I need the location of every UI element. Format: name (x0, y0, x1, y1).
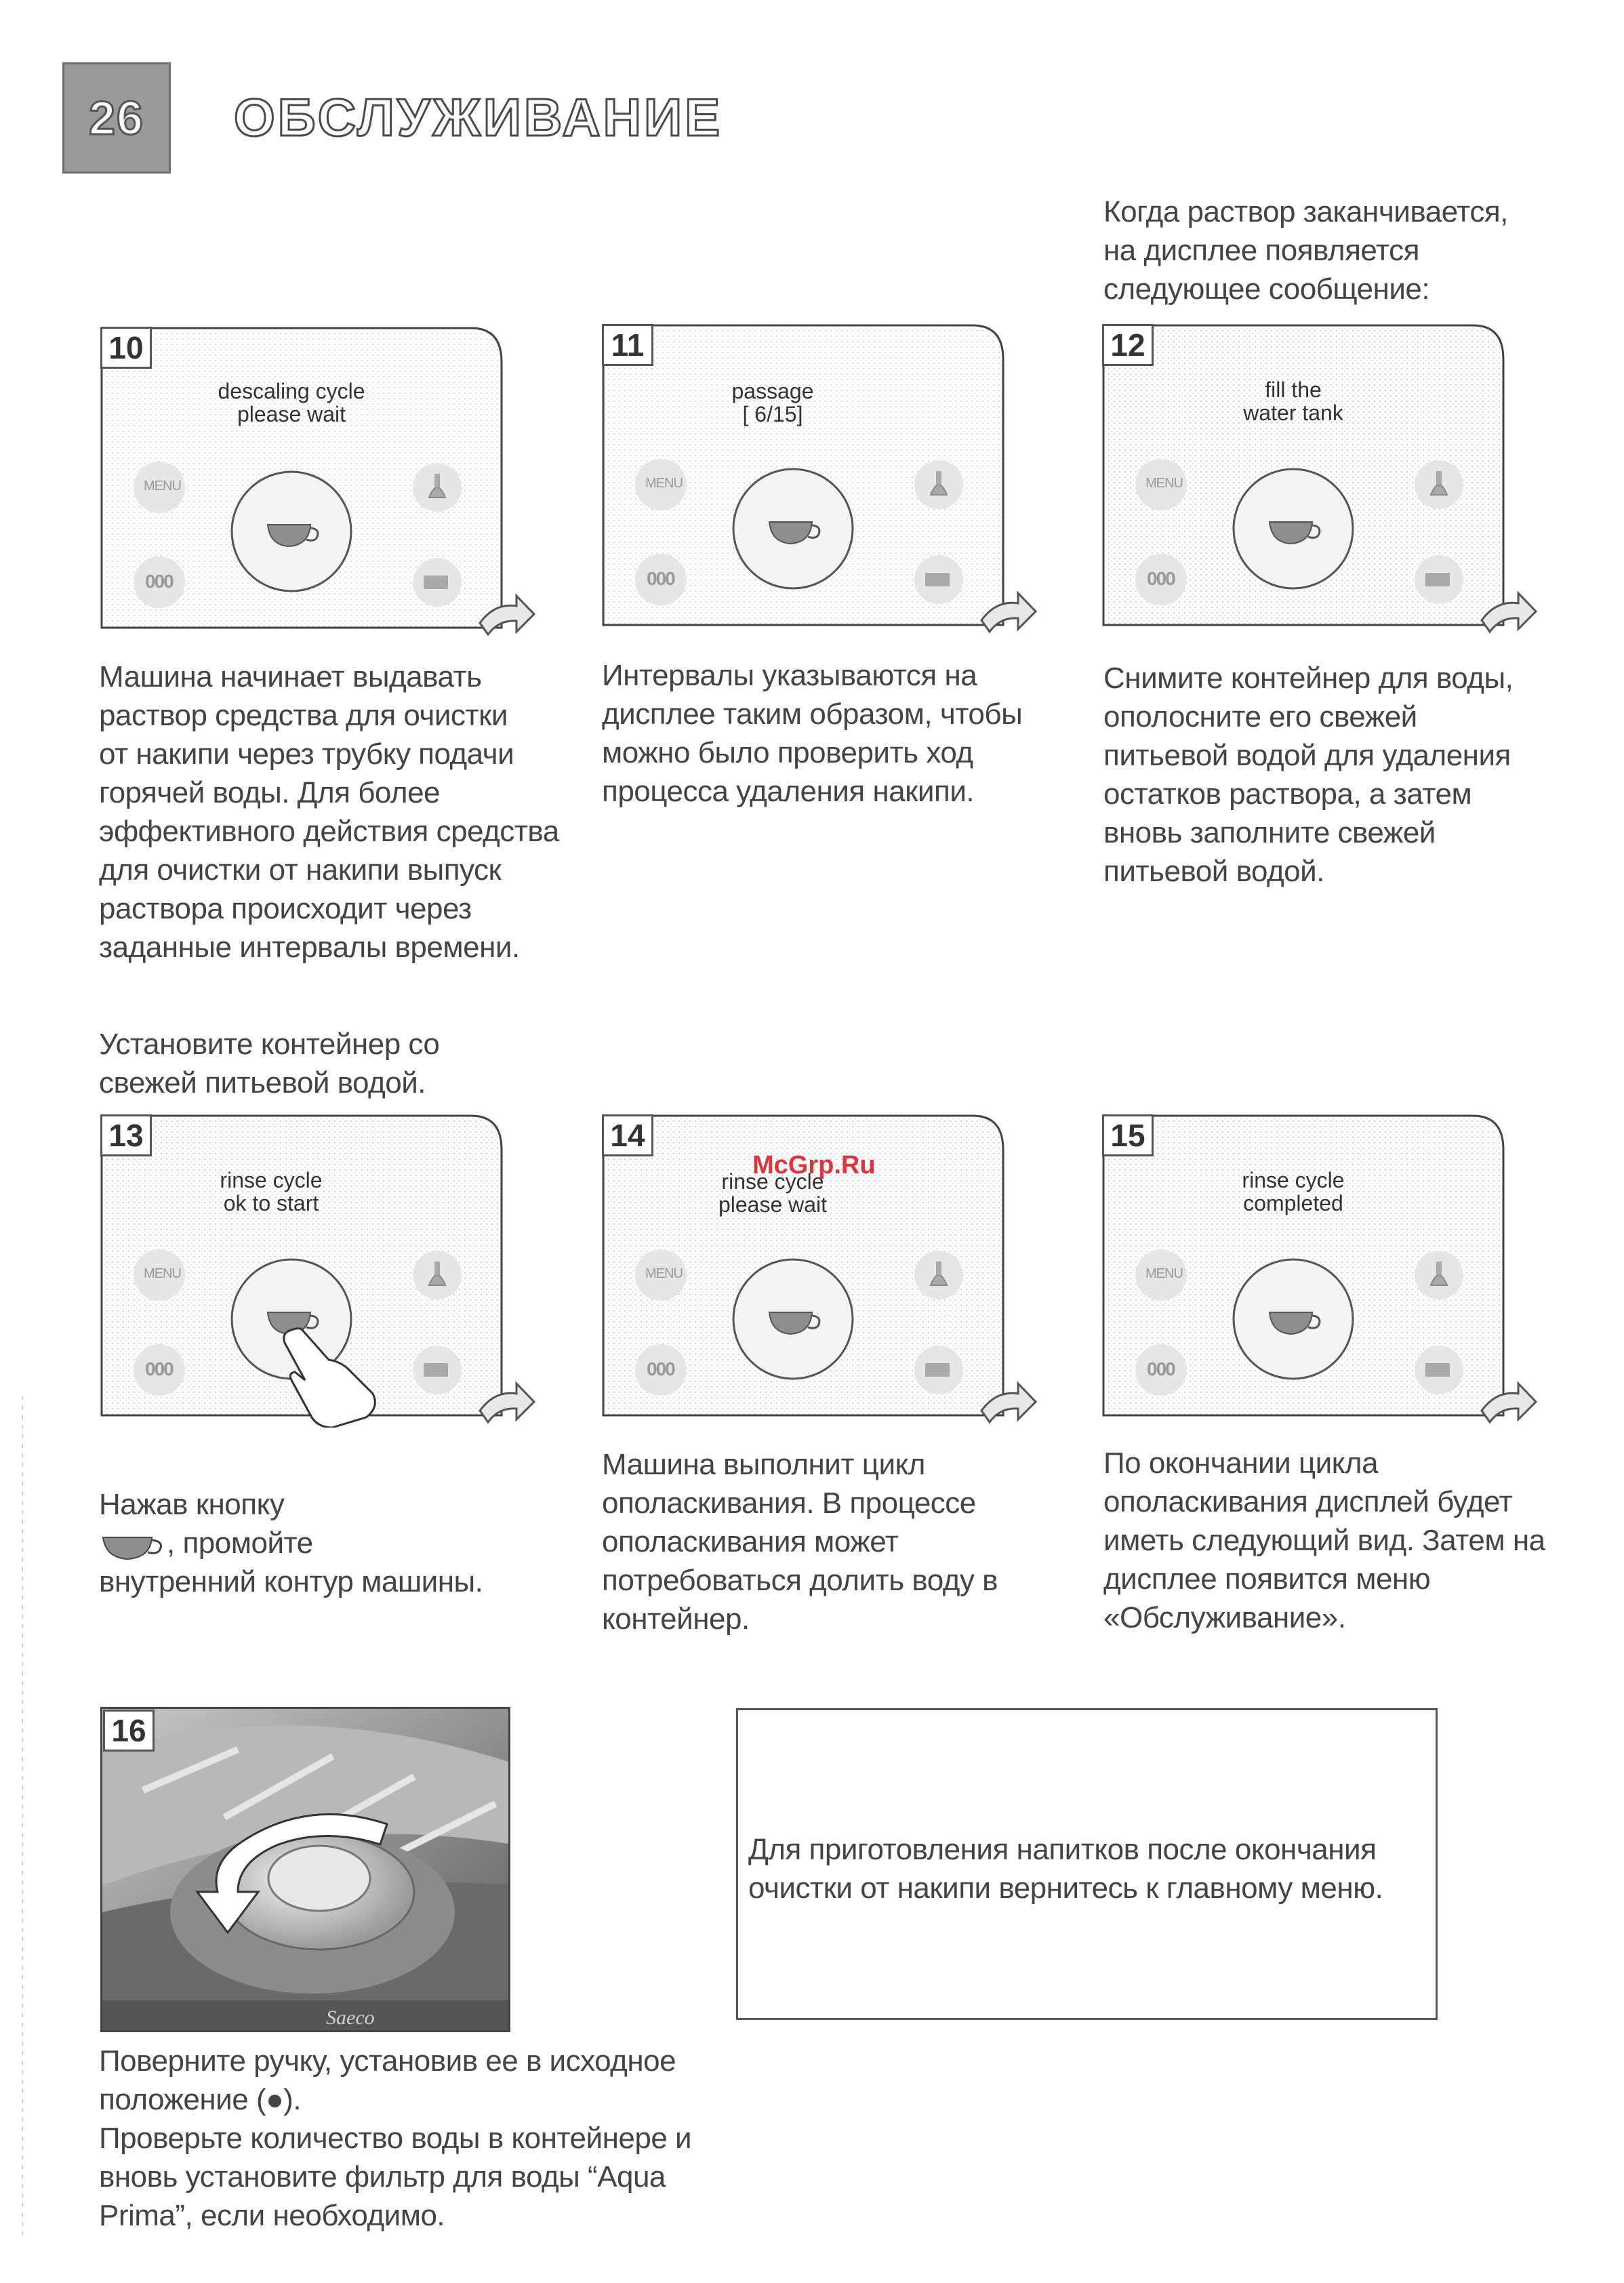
step-panel-13 (95, 1109, 535, 1428)
display-message: passage [ 6/15] (731, 379, 814, 426)
machine-knob-illustration (102, 1709, 510, 2032)
ooo-button-label: 000 (647, 568, 674, 589)
menu-button-label: MENU (144, 479, 181, 493)
display-message: rinse cycle completed (1242, 1168, 1345, 1215)
step-panel-15 (1097, 1109, 1537, 1428)
step-desc-13-part-a: Нажав кнопку (99, 1488, 285, 1521)
menu-button-label: MENU (645, 1266, 683, 1281)
knob-photo (100, 1707, 510, 2032)
menu-button-label: MENU (144, 1266, 181, 1281)
display-message: rinse cycle ok to start (220, 1168, 323, 1215)
page-title: ОБСЛУЖИВАНИЕ (234, 87, 723, 147)
display-message: fill the water tank (1243, 378, 1343, 425)
display-message: rinse cycle please wait (718, 1169, 828, 1217)
step-number: 13 (100, 1114, 152, 1156)
step-number: 15 (1102, 1114, 1154, 1156)
step-desc-13 (99, 1447, 483, 1601)
ooo-button-label: 000 (647, 1358, 674, 1379)
watermark: McGrp.Ru (752, 1151, 876, 1179)
ooo-button-label: 000 (1147, 568, 1175, 589)
step-number: 12 (1102, 324, 1154, 366)
margin-dots (22, 1396, 23, 2237)
info-box-text: Для приготовления напитков после окончания очистки от накипи вернитесь к главному меню. (748, 1833, 1383, 1905)
step-panel-11 (596, 319, 1037, 637)
ooo-button-label: 000 (1147, 1358, 1175, 1379)
display-message: descaling cycle please wait (218, 379, 365, 426)
step-desc-10: Машина начинает выдавать раствор средства для очистки от накипи через трубку подачи горячей воды. Для более эффективного действия средства для очистки от накипи выпуск раствора происходит через заданные интервалы времени. (99, 660, 559, 964)
intro-step-12: Когда раствор заканчивается, на дисплее появляется следующее сообщение: (1103, 195, 1508, 306)
step-panel-10 (95, 321, 535, 640)
step-desc-14: Машина выполнит цикл ополаскивания. В процессе ополаскивания может потребоваться долить воду в контейнер. (602, 1448, 998, 1636)
step-number: 10 (100, 327, 152, 369)
step-number: 14 (602, 1114, 653, 1156)
step-desc-15: По окончании цикла ополаскивания дисплей будет иметь следующий вид. Затем на дисплее появится меню «Обслуживание». (1103, 1447, 1545, 1634)
ooo-button-label: 000 (145, 571, 173, 592)
ooo-button-label: 000 (145, 1358, 173, 1379)
menu-button-label: MENU (1145, 1266, 1183, 1281)
step-desc-13-part-b: , промойте внутренний контур машины. (99, 1527, 483, 1598)
step-desc-12: Снимите контейнер для воды, ополосните его свежей питьевой водой для удаления остатков раствора, а затем вновь заполните свежей питьевой водой. (1103, 662, 1514, 888)
brand-logo: Saeco (326, 2006, 375, 2029)
coffee-cup-icon (99, 1528, 167, 1562)
intro-step-13: Установите контейнер со свежей питьевой водой. (99, 1028, 440, 1099)
menu-button-label: MENU (1145, 476, 1183, 491)
page-number: 26 (62, 62, 171, 174)
step-desc-16: Поверните ручку, установив ее в исходное положение (●). Проверьте количество воды в контейнере и вновь установите фильтр для воды “Aqua Prima”, если необходимо. (99, 2044, 692, 2232)
step-desc-11: Интервалы указываются на дисплее таким образом, чтобы можно было проверить ход процесса удаления накипи. (602, 659, 1023, 808)
step-number: 11 (602, 324, 653, 366)
step-number: 16 (103, 1710, 155, 1752)
menu-button-label: MENU (645, 476, 683, 491)
step-panel-12 (1097, 319, 1537, 637)
